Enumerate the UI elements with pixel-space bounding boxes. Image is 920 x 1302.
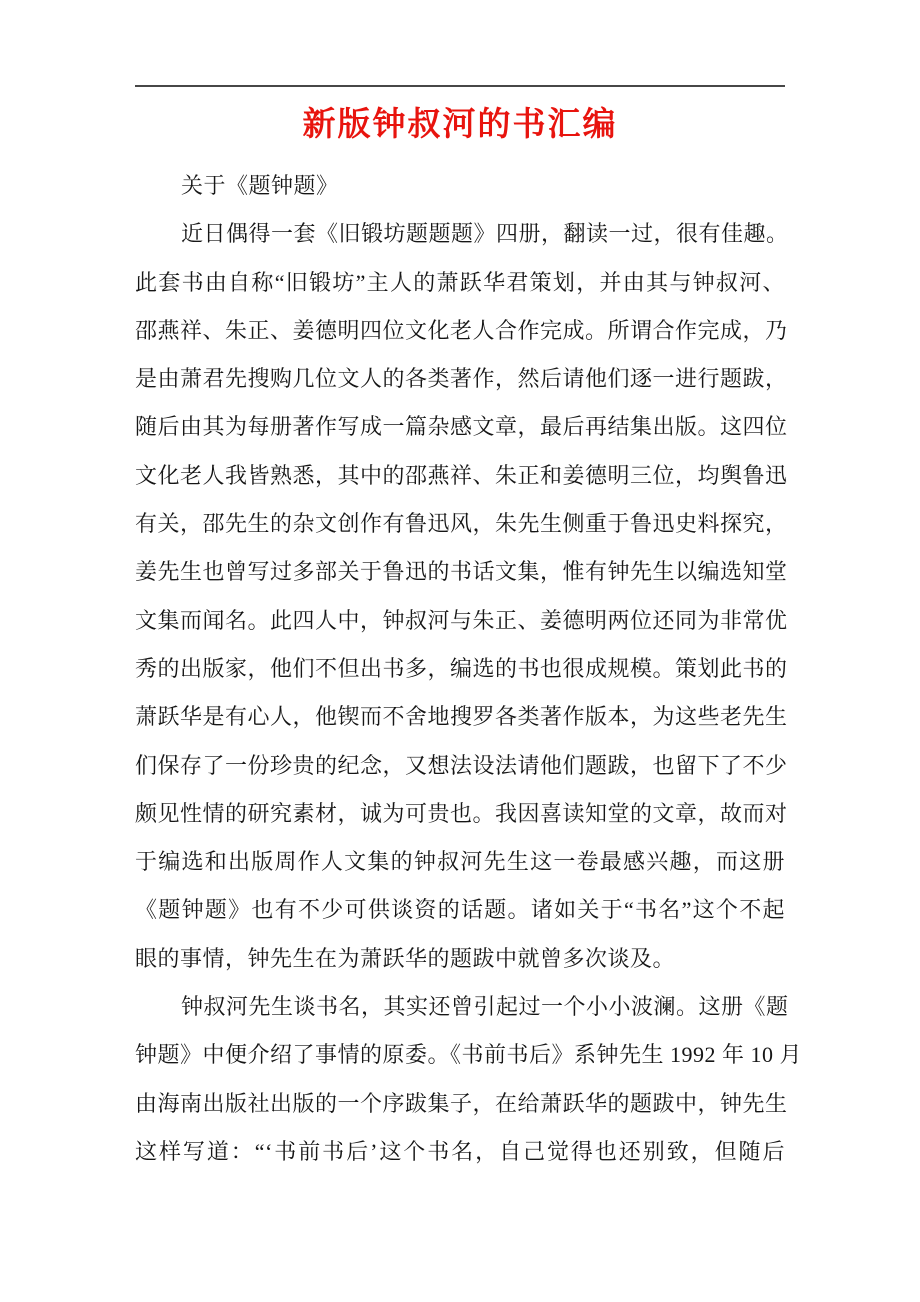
text-line: 这样写道：“‘书前书后’这个书名，自己觉得也还别致，但随后 xyxy=(135,1138,785,1164)
text-line: 近日偶得一套《旧锻坊题题题》四册，翻读一过，很有佳趣。 xyxy=(181,221,789,247)
text-line: 钟题》中便介绍了事情的原委。《书前书后》系钟先生 1992 年 10 月 xyxy=(135,1042,803,1068)
text-line: 钟叔河先生谈书名，其实还曾引起过一个小小波澜。这册《题 xyxy=(181,994,789,1020)
document-body xyxy=(135,162,803,1176)
text-line: 此套书由自称“旧锻坊”主人的萧跃华君策划，并由其与钟叔河、 xyxy=(135,269,785,295)
text-line: 邵燕祥、朱正、姜德明四位文化老人合作完成。所谓合作完成，乃 xyxy=(135,317,788,343)
text-line: 有关，邵先生的杂文创作有鲁迅风，朱先生侧重于鲁迅史料探究， xyxy=(135,511,788,537)
header-rule xyxy=(135,85,785,87)
document-title: 新版钟叔河的书汇编 xyxy=(302,107,618,143)
text-line: 姜先生也曾写过多部关于鲁迅的书话文集，惟有钟先生以编选知堂 xyxy=(135,559,788,585)
text-line: 文化老人我皆熟悉，其中的邵燕祥、朱正和姜德明三位，均舆鲁迅 xyxy=(135,462,788,488)
text-line: 由海南出版社出版的一个序跋集子，在给萧跃华的题跋中，钟先生 xyxy=(135,1090,788,1116)
text-line: 文集而闻名。此四人中，钟叔河与朱正、姜德明两位还同为非常优 xyxy=(135,607,788,633)
text-line: 秀的出版家，他们不但出书多，编选的书也很成规模。策划此书的 xyxy=(135,655,788,681)
text-line-heading: 关于《题钟题》 xyxy=(181,173,339,198)
text-line: 是由萧君先搜购几位文人的各类著作，然后请他们逐一进行题跋， xyxy=(135,366,788,392)
text-line: 眼的事情，钟先生在为萧跃华的题跋中就曾多次谈及。 xyxy=(135,945,676,971)
text-line: 萧跃华是有心人，他锲而不舍地搜罗各类著作版本，为这些老先生 xyxy=(135,704,788,730)
text-line: 《题钟题》也有不少可供谈资的话题。诸如关于“书名”这个不起 xyxy=(135,897,785,923)
text-line: 于编选和出版周作人文集的钟叔河先生这一卷最感兴趣，而这册 xyxy=(135,849,785,875)
text-line: 颇见性情的研究素材，诚为可贵也。我因喜读知堂的文章，故而对 xyxy=(135,800,788,826)
text-line: 随后由其为每册著作写成一篇杂感文章，最后再结集出版。这四位 xyxy=(135,414,788,440)
text-line: 们保存了一份珍贵的纪念，又想法设法请他们题跋，也留下了不少 xyxy=(135,752,788,778)
